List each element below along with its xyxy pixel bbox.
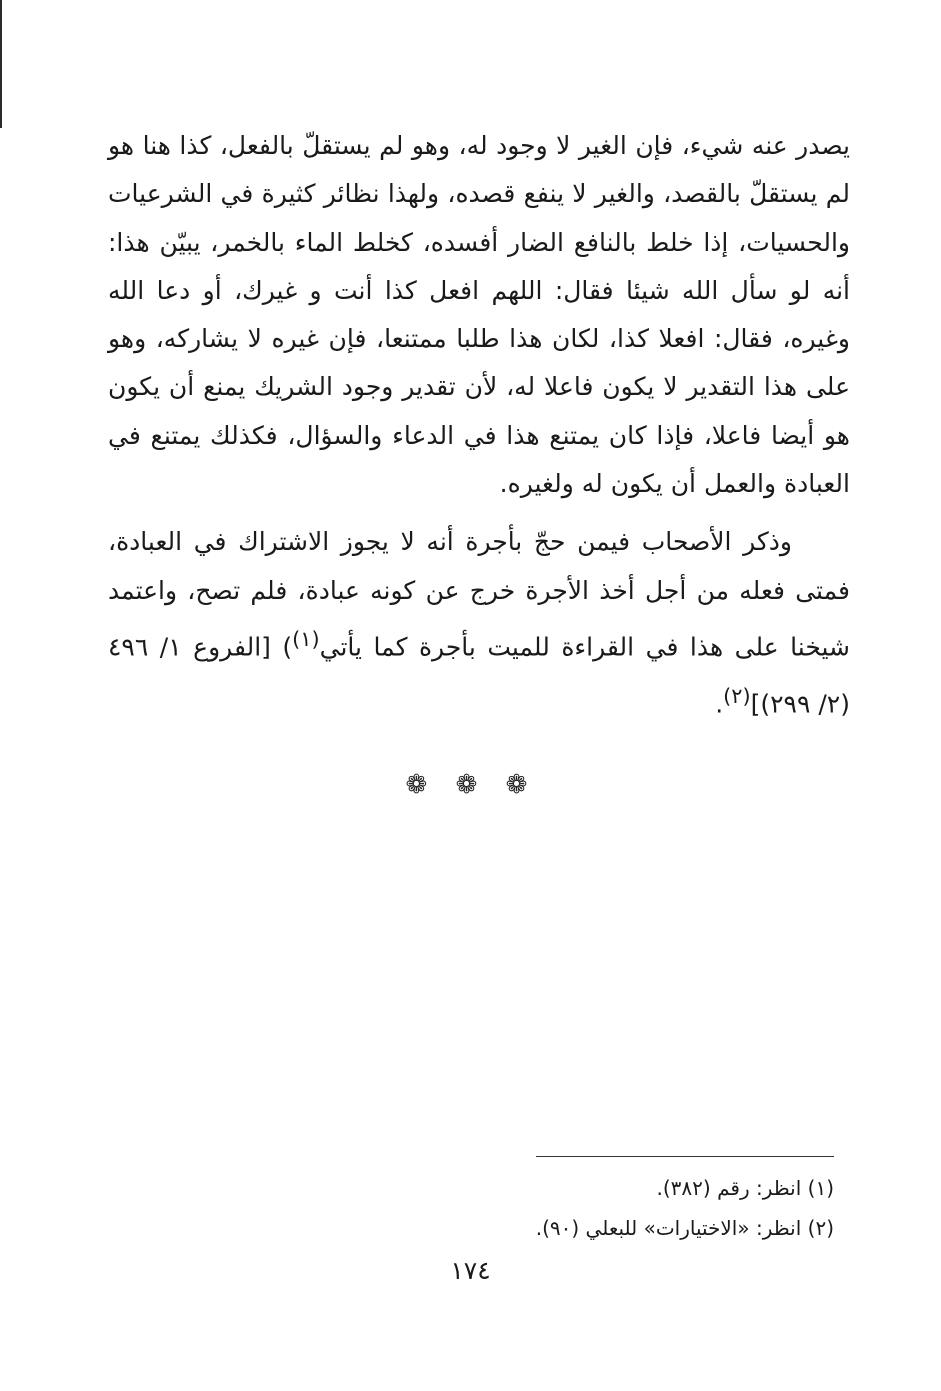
- flower-ornament-icon: ❁: [505, 770, 536, 800]
- paragraph-2: [108, 518, 850, 728]
- flower-ornament-icon: ❁: [455, 770, 486, 800]
- footnote-marker: (١): [807, 1176, 834, 1200]
- footnote-text: انظر: «الاختيارات» للبعلي (٩٠).: [535, 1216, 802, 1240]
- paragraph-2-end: .: [715, 688, 724, 718]
- section-divider: [0, 770, 941, 800]
- footnote-2: [420, 1208, 834, 1248]
- paragraph-2-source: ) [الفروع ١/ ٤٩٦ (٢/ ٢٩٩)]: [108, 632, 850, 718]
- page-edge-line: [0, 0, 2, 128]
- flower-ornament-icon: ❁: [405, 770, 436, 800]
- footnote-separator: [536, 1156, 834, 1157]
- paragraph-2-text: وذكر الأصحاب فيمن حجّ بأجرة أنه لا يجوز الاشتراك في العبادة، فمتى فعله من أجل أخذ الأجرة خرج عن كونه عبادة، فلم تصح، واعتمد شيخنا على هذا في القراءة للميت بأجرة كما يأتي: [108, 527, 850, 662]
- page-number: ١٧٤: [450, 1256, 491, 1285]
- footnote-marker: (٢): [807, 1216, 834, 1240]
- footnote-text: انظر: رقم (٣٨٢).: [656, 1176, 802, 1200]
- paragraph-1: يصدر عنه شيء، فإن الغير لا وجود له، وهو لم يستقلّ بالفعل، كذا هنا هو لم يستقلّ بالقصد، والغير لا ينفع قصده، ولهذا نظائر كثيرة في الشرعيات والحسيات، إذا خلط بالنافع الضار أفسده، كخلط الماء بالخمر، يبيّن هذا: أنه لو سأل الله شيئا فقال: اللهم افعل كذا أنت و غيرك، أو دعا الله وغيره، فقال: افعلا كذا، لكان هذا طلبا ممتنعا، فإن غيره لا يشاركه، وهو على هذا التقدير لا يكون فاعلا له، لأن تقدير وجود الشريك يمنع أن يكون هو أيضا فاعلا، فإذا كان يمتنع هذا في الدعاء والسؤال، فكذلك يمتنع في العبادة والعمل أن يكون له ولغيره.: [108, 131, 850, 499]
- footnote-reference-2: (٢): [723, 683, 751, 708]
- footnote-reference-1: (١): [292, 626, 320, 651]
- footnote-1: [420, 1168, 834, 1208]
- main-text: [108, 122, 850, 728]
- footnotes: [420, 1168, 834, 1248]
